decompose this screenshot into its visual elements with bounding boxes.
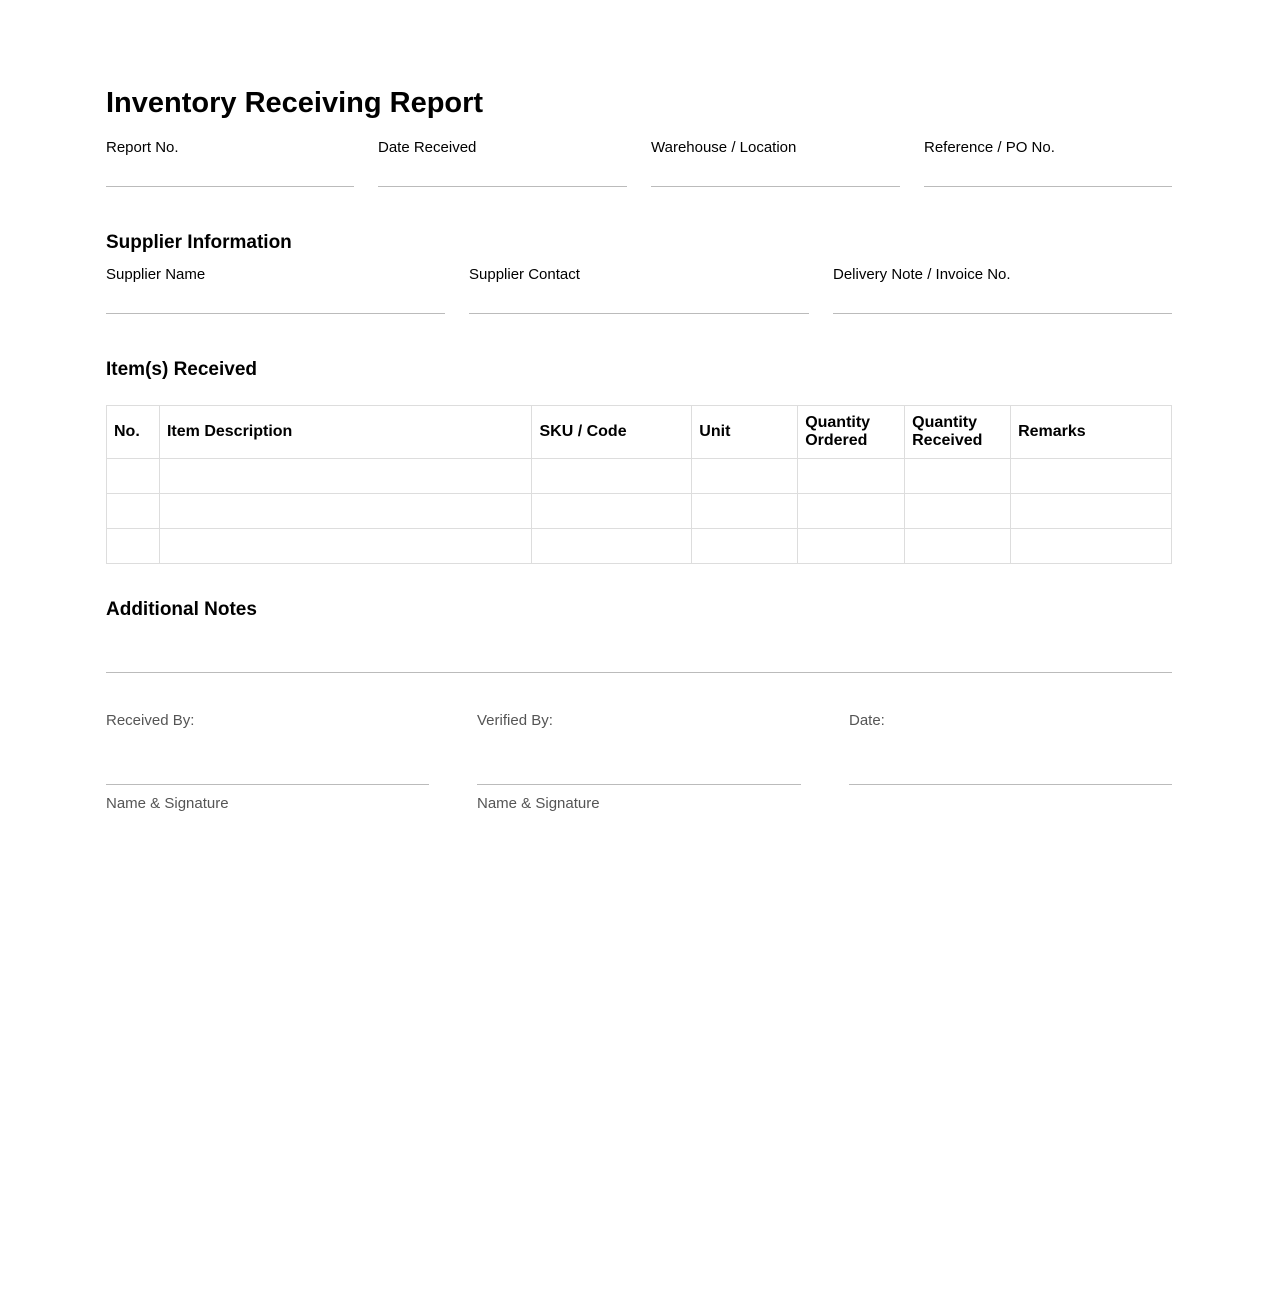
table-cell[interactable] [532, 494, 692, 529]
col-no: No. [107, 406, 160, 459]
field-label: Report No. [106, 139, 179, 156]
table-cell[interactable] [798, 494, 905, 529]
signature-sublabel: Name & Signature [477, 795, 600, 812]
date-signature[interactable] [849, 712, 1172, 729]
notes-line[interactable] [106, 672, 1172, 673]
table-cell[interactable] [107, 494, 160, 529]
table-row [107, 529, 1172, 564]
field-label: Supplier Name [106, 266, 206, 283]
verified-by-signature[interactable] [477, 712, 801, 812]
signature-label: Received By: [106, 712, 195, 729]
received-by-signature[interactable] [106, 712, 429, 812]
items-heading: Item(s) Received [106, 359, 258, 380]
signature-label: Date: [849, 712, 885, 729]
table-cell[interactable] [159, 459, 532, 494]
col-remarks: Remarks [1011, 406, 1172, 459]
col-item-description: Item Description [159, 406, 532, 459]
supplier-name-field[interactable] [106, 266, 445, 314]
table-cell[interactable] [692, 494, 798, 529]
field-label: Supplier Contact [469, 266, 580, 283]
items-table [106, 405, 1172, 564]
table-cell[interactable] [532, 529, 692, 564]
reference-po-field[interactable] [924, 139, 1172, 187]
table-cell[interactable] [905, 459, 1011, 494]
table-row [107, 459, 1172, 494]
field-label: Date Received [378, 139, 477, 156]
delivery-note-field[interactable] [833, 266, 1172, 314]
report-no-field[interactable] [106, 139, 354, 187]
table-cell[interactable] [692, 529, 798, 564]
table-cell[interactable] [798, 529, 905, 564]
table-cell[interactable] [798, 459, 905, 494]
col-unit: Unit [692, 406, 798, 459]
col-qty-ordered: Quantity Ordered [798, 406, 905, 459]
table-cell[interactable] [532, 459, 692, 494]
supplier-contact-field[interactable] [469, 266, 809, 314]
field-label: Reference / PO No. [924, 139, 1055, 156]
col-qty-received: Quantity Received [905, 406, 1011, 459]
table-cell[interactable] [107, 529, 160, 564]
table-header-row [107, 406, 1172, 459]
field-label: Delivery Note / Invoice No. [833, 266, 1011, 283]
col-sku: SKU / Code [532, 406, 692, 459]
signature-line [106, 784, 429, 785]
date-received-field[interactable] [378, 139, 627, 187]
field-label: Warehouse / Location [651, 139, 797, 156]
table-cell[interactable] [1011, 529, 1172, 564]
table-cell[interactable] [107, 459, 160, 494]
signature-sublabel: Name & Signature [106, 795, 229, 812]
signature-line [477, 784, 801, 785]
table-cell[interactable] [159, 529, 532, 564]
page-title: Inventory Receiving Report [106, 87, 484, 119]
signature-label: Verified By: [477, 712, 553, 729]
table-row [107, 494, 1172, 529]
table-cell[interactable] [905, 529, 1011, 564]
table-cell[interactable] [905, 494, 1011, 529]
table-cell[interactable] [692, 459, 798, 494]
table-cell[interactable] [1011, 494, 1172, 529]
supplier-heading: Supplier Information [106, 232, 292, 253]
warehouse-location-field[interactable] [651, 139, 900, 187]
signature-line [849, 784, 1172, 785]
table-cell[interactable] [1011, 459, 1172, 494]
table-cell[interactable] [159, 494, 532, 529]
notes-heading: Additional Notes [106, 599, 257, 620]
